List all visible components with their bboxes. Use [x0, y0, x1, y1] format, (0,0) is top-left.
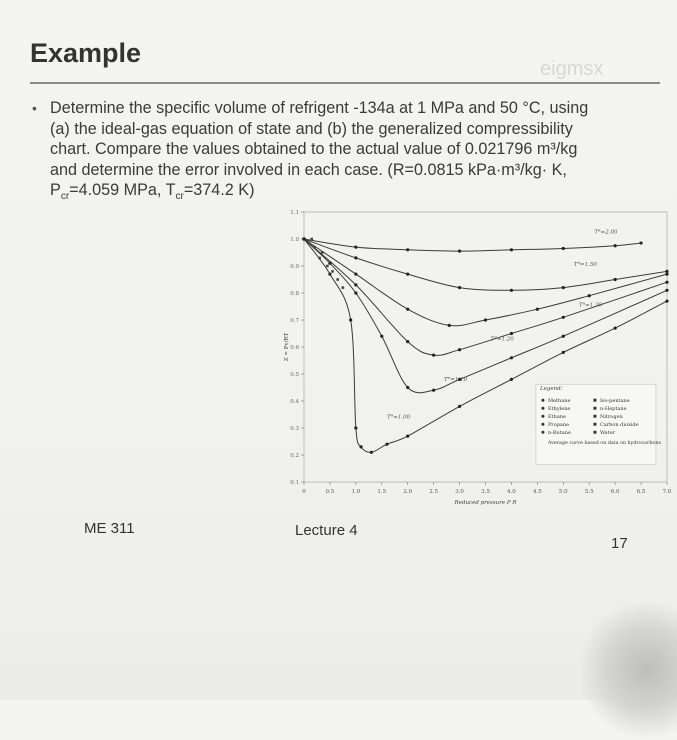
x-tick-label: 3.5: [481, 489, 490, 495]
data-point-3-1: [354, 283, 357, 286]
data-point-4-2: [354, 291, 357, 294]
data-point-3-2: [406, 340, 409, 343]
slide-title: Example: [30, 38, 142, 68]
series-label-0: Tᴿ=2.00: [594, 229, 618, 236]
series-label-2: Tᴿ=1.30: [578, 302, 602, 309]
data-point-5-2: [349, 318, 352, 321]
legend-marker-9: [593, 431, 596, 434]
legend-item-3: n-Heptane: [599, 406, 627, 413]
data-point-4-1: [328, 262, 331, 265]
data-point-5-7: [406, 435, 409, 438]
data-point-5-4: [359, 445, 362, 448]
cluster-point-3: [342, 286, 345, 289]
data-point-5-11: [614, 327, 617, 330]
legend-marker-0: [541, 399, 544, 402]
data-point-2-1: [354, 273, 357, 276]
data-point-5-8: [458, 405, 461, 408]
data-point-0-4: [510, 248, 513, 251]
y-tick-label: 0.5: [290, 372, 299, 378]
course-code: ME 311: [84, 520, 135, 537]
data-point-2-7: [665, 273, 668, 276]
data-point-0-6: [614, 244, 617, 247]
data-point-5-1: [328, 273, 331, 276]
legend-item-9: Water: [599, 430, 615, 437]
problem-line-5: $P_{cr}=4.059$ MPa, $T_{cr}=374.2$ K): [50, 181, 255, 203]
data-point-3-7: [665, 281, 668, 284]
data-point-1-2: [406, 273, 409, 276]
x-tick-label: 2.5: [429, 489, 439, 495]
x-tick-label: 5.5: [584, 489, 594, 495]
problem-line-4: and determine the error involved in each case. (R=0.0815 kPa·m³/kg· K,: [50, 160, 567, 179]
data-point-1-3: [458, 286, 461, 289]
y-tick-label: 0.7: [290, 318, 299, 324]
legend-item-0: Methane: [547, 398, 571, 405]
data-point-5-12: [665, 300, 668, 303]
series-line-4: [304, 239, 667, 393]
data-point-2-3: [448, 324, 451, 327]
series-line-1: [304, 239, 667, 290]
compressibility-chart: [282, 204, 677, 514]
y-axis-label: Z = Pv/RT: [284, 332, 290, 362]
x-tick-label: 0.5: [325, 489, 335, 495]
data-point-3-6: [562, 316, 565, 319]
data-point-0-1: [354, 246, 357, 249]
cluster-point-1: [321, 251, 324, 254]
legend-marker-6: [541, 423, 544, 426]
y-tick-label: 0.8: [290, 291, 299, 297]
cluster-point-2: [331, 270, 334, 273]
data-point-4-3: [380, 335, 383, 338]
data-point-2-6: [588, 294, 591, 297]
x-tick-label: 0: [302, 489, 306, 495]
data-point-4-8: [562, 335, 565, 338]
legend-marker-5: [593, 415, 596, 418]
y-tick-label: 0.2: [290, 453, 299, 459]
photo-shadow: [577, 600, 677, 740]
data-point-2-4: [484, 318, 487, 321]
chart-svg: [282, 204, 677, 514]
series-label-4: Tᴿ=1.10: [444, 376, 468, 383]
x-tick-label: 2.0: [403, 489, 413, 495]
x-tick-label: 1.5: [377, 489, 387, 495]
data-point-5-3: [354, 426, 357, 429]
series-label-3: Tᴿ=1.20: [490, 336, 514, 343]
data-point-4-4: [406, 386, 409, 389]
legend-item-7: Carbon dioxide: [599, 422, 639, 429]
data-point-5-10: [562, 351, 565, 354]
data-point-1-6: [614, 278, 617, 281]
x-axis-label: Reduced pressure P R: [454, 500, 517, 506]
problem-statement: [32, 98, 644, 208]
problem-line-3: chart. Compare the values obtained to the actual value of 0.021796 m³/kg: [50, 140, 578, 158]
x-tick-label: 6.5: [636, 489, 646, 495]
legend-note: Average curve based on data on hydrocarbons: [547, 441, 661, 447]
cluster-point-0: [310, 238, 313, 241]
legend-item-1: Iso-pentane: [599, 398, 630, 405]
cluster-point-7: [318, 257, 321, 260]
y-tick-label: 0.6: [290, 345, 299, 351]
data-point-0-5: [562, 247, 565, 250]
watermark: eigmsx: [540, 58, 604, 80]
y-tick-label: 1.1: [290, 210, 299, 216]
legend-item-4: Ethane: [547, 414, 566, 421]
legend-marker-7: [593, 423, 596, 426]
data-point-3-5: [510, 332, 513, 335]
data-point-1-1: [354, 256, 357, 259]
problem-line-1: Determine the specific volume of refrigent -134a at 1 MPa and 50 °C, using: [50, 99, 589, 117]
x-tick-label: 6.0: [610, 489, 620, 495]
title-divider: [30, 82, 660, 84]
series-label-1: Tᴿ=1.50: [573, 262, 597, 268]
x-tick-label: 4.0: [507, 489, 516, 495]
x-tick-label: 7.0: [662, 489, 672, 495]
bullet-icon: •: [32, 100, 37, 116]
x-tick-label: 4.5: [532, 489, 542, 495]
legend-title: Legend:: [539, 386, 563, 393]
x-tick-label: 5.0: [558, 489, 568, 495]
legend-item-5: Nitrogen: [599, 414, 623, 421]
series-label-5: Tᴿ=1.00: [386, 414, 411, 421]
data-point-5-9: [510, 378, 513, 381]
lecture-label: Lecture 4: [295, 522, 358, 539]
legend-marker-4: [541, 415, 544, 418]
legend-item-2: Ethylene: [547, 406, 571, 413]
data-point-5-0: [302, 237, 305, 240]
series-line-2: [304, 239, 667, 326]
data-point-4-9: [665, 289, 668, 292]
y-tick-label: 0.4: [290, 399, 299, 405]
legend-item-6: Propane: [547, 422, 570, 429]
x-tick-label: 1.0: [351, 489, 361, 495]
data-point-1-4: [510, 289, 513, 292]
cluster-point-6: [336, 278, 339, 281]
data-point-3-4: [458, 348, 461, 351]
data-point-3-3: [432, 354, 435, 357]
data-point-4-7: [510, 356, 513, 359]
y-tick-label: 0.3: [290, 426, 299, 432]
legend-marker-1: [593, 399, 596, 402]
data-point-0-3: [458, 250, 461, 253]
y-tick-label: 1.0: [290, 237, 299, 243]
x-tick-label: 3.0: [455, 489, 464, 495]
data-point-0-7: [639, 241, 642, 244]
data-point-4-5: [432, 389, 435, 392]
data-point-2-2: [406, 308, 409, 311]
data-point-2-5: [536, 308, 539, 311]
series-line-0: [304, 239, 641, 251]
legend-marker-8: [541, 431, 544, 434]
cluster-point-5: [326, 265, 329, 268]
legend-marker-2: [541, 407, 544, 410]
y-tick-label: 0.1: [290, 480, 299, 486]
y-tick-label: 0.9: [290, 264, 299, 270]
data-point-0-2: [406, 248, 409, 251]
problem-line-2: (a) the ideal-gas equation of state and (b) the generalized compressibility: [50, 119, 573, 138]
data-point-1-5: [562, 286, 565, 289]
data-point-5-6: [385, 443, 388, 446]
legend-item-8: n-Butane: [547, 430, 571, 437]
cluster-point-4: [313, 246, 316, 249]
legend-marker-3: [593, 407, 596, 410]
page-number: 17: [611, 535, 628, 552]
data-point-5-5: [370, 451, 373, 454]
